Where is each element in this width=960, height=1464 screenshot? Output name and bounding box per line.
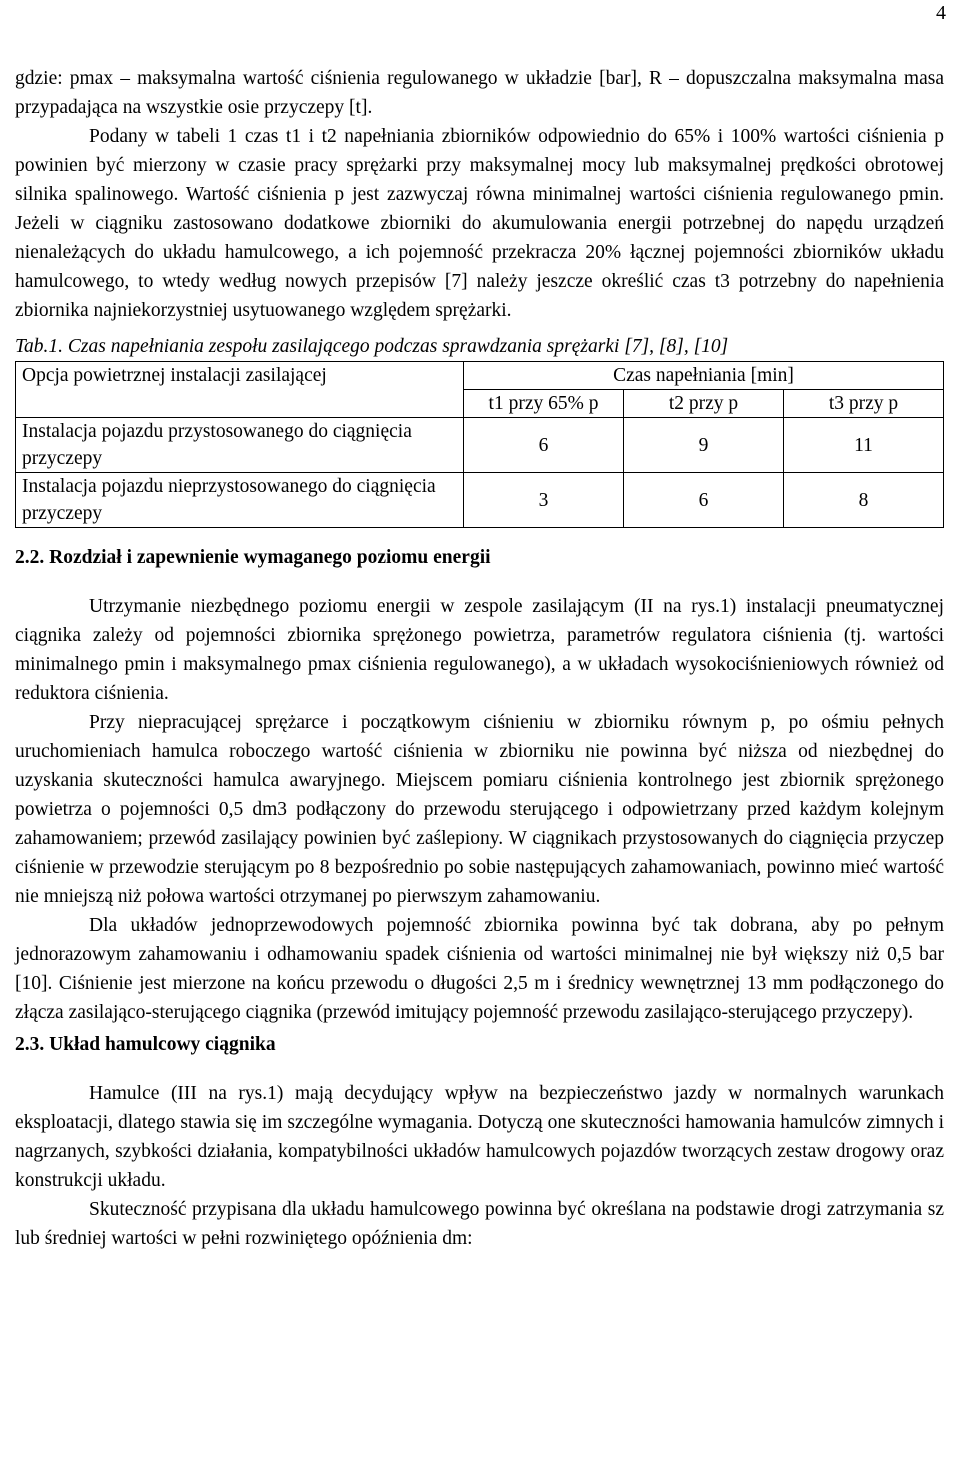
table-cell: 8 xyxy=(784,473,944,528)
table-cell: 11 xyxy=(784,418,944,473)
table-cell: 6 xyxy=(624,473,784,528)
paragraph-filling-time-part1: Podany w tabeli 1 czas t1 i t2 napełniania zbiorników odpowiednio do 65% i 100% wartości ciśnienia p powinien być mierzony w czasie pracy sprężarki przy maksymalnej mocy lub maksymalnej prędkości obrotowej silnika spalinowego. Wartość ciśnienia p jest zazwyczaj równa minimalnej wartości ciśnienia regulowanego pmin. xyxy=(15,126,944,205)
paragraph-effectiveness: Skuteczność przypisana dla układu hamulcowego powinna być określana na podstawie drogi zatrzymania sz lub średniej wartości w pełni rozwiniętego opóźnienia dm: xyxy=(15,1199,944,1249)
table-subheader-t3: t3 przy p xyxy=(784,390,944,418)
table-row xyxy=(16,418,944,473)
paragraph-brakes: Hamulce (III na rys.1) mają decydujący wpływ na bezpieczeństwo jazdy w normalnych warunkach eksploatacji, dlatego stawia się im szczególne wymagania. Dotyczą one skuteczności hamowania hamulców zimnych i nagrzanych, szybkości działania, kompatybilności układów hamulcowych pojazdów tworzących zestaw drogowy oraz konstrukcji układu. xyxy=(15,1083,944,1191)
table-caption: Tab.1. Czas napełniania zespołu zasilającego podczas sprawdzania sprężarki [7], [8], [10] xyxy=(15,336,729,357)
paragraph-energy-level: Utrzymanie niezbędnego poziomu energii w zespole zasilającym (II na rys.1) instalacji pneumatycznej ciągnika zależy od pojemności zbiornika sprężonego powietrza, parametrów regulatora ciśnienia (tj. wartości minimalnego pmin i maksymalnego pmax ciśnienia regulowanego), a w układach wysokociśnieniowych również od reduktora ciśnienia. xyxy=(15,596,944,704)
paragraph-compressor-test: Przy niepracującej sprężarce i początkowym ciśnieniu w zbiorniku równym p, po ośmiu pełnych uruchomieniach hamulca roboczego wartość ciśnienia w zbiorniku nie powinna być niższa od niezbędnej do uzyskania skuteczności hamulca awaryjnego. Miejscem pomiaru ciśnienia kontrolnego jest zbiornik sprężonego powietrza o pojemności 0,5 dm3 podłączony do przewodu sterującego i odpowietrzany przed każdym kolejnym zahamowaniem; przewód zasilający powinien być zaślepiony. W ciągnikach przystosowanych do ciągnięcia przyczep ciśnienie w przewodzie sterującym po 8 bezpośrednio po sobie następujących zahamowaniach, powinno mieć wartość nie mniejszą niż połowa wartości otrzymanej po pierwszym zahamowaniu. xyxy=(15,712,944,907)
table-cell: 9 xyxy=(624,418,784,473)
table-col1-header: Opcja powietrznej instalacji zasilającej xyxy=(16,362,464,418)
paragraph-filling-time-part2: Jeżeli w ciągniku zastosowano dodatkowe zbiorniki do akumulowania energii potrzebnej do napędu urządzeń nienależących do układu hamulcowego, a ich pojemność przekracza 20% łącznej pojemności zbiorników układu hamulcowego, to wtedy według nowych przepisów [7] należy jeszcze określić czas t3 potrzebny do napełnienia zbiornika najniekorzystniej usytuowanego względem sprężarki. xyxy=(15,213,944,321)
table-subheader-t2: t2 przy p xyxy=(624,390,784,418)
table-subheader-t1: t1 przy 65% p xyxy=(464,390,624,418)
section-heading-2-3: 2.3. Układ hamulcowy ciągnika xyxy=(15,1034,276,1055)
paragraph-filling-time xyxy=(15,122,944,325)
table-row-label: Instalacja pojazdu nieprzystosowanego do ciągnięcia przyczepy xyxy=(16,473,464,528)
page-number: 4 xyxy=(936,2,946,24)
table-time-header: Czas napełniania [min] xyxy=(464,362,944,390)
page-body xyxy=(15,64,944,1253)
table-cell: 6 xyxy=(464,418,624,473)
paragraph-single-line: Dla układów jednoprzewodowych pojemność zbiornika powinna być tak dobrana, aby po pełnym jednorazowym zahamowaniu i odhamowaniu spadek ciśnienia od wartości minimalnej nie był większy niż 0,5 bar [10]. Ciśnienie jest mierzone na końcu przewodu o długości 2,5 m i średnicy wewnętrznej 13 mm podłączonego do złącza zasilająco-sterującego ciągnika (przewód imitujący pojemność przewodu zasilająco-sterującego przyczepy). xyxy=(15,915,944,1023)
table-row-label: Instalacja pojazdu przystosowanego do ciągnięcia przyczepy xyxy=(16,418,464,473)
section-heading-2-2: 2.2. Rozdział i zapewnienie wymaganego poziomu energii xyxy=(15,547,491,568)
paragraph-definitions: gdzie: pmax – maksymalna wartość ciśnienia regulowanego w układzie [bar], R – dopuszczalna maksymalna masa przypadająca na wszystkie osie przyczepy [t]. xyxy=(15,68,944,118)
table-cell: 3 xyxy=(464,473,624,528)
table-header-row xyxy=(16,362,944,390)
filling-time-table xyxy=(15,361,944,528)
table-row xyxy=(16,473,944,528)
